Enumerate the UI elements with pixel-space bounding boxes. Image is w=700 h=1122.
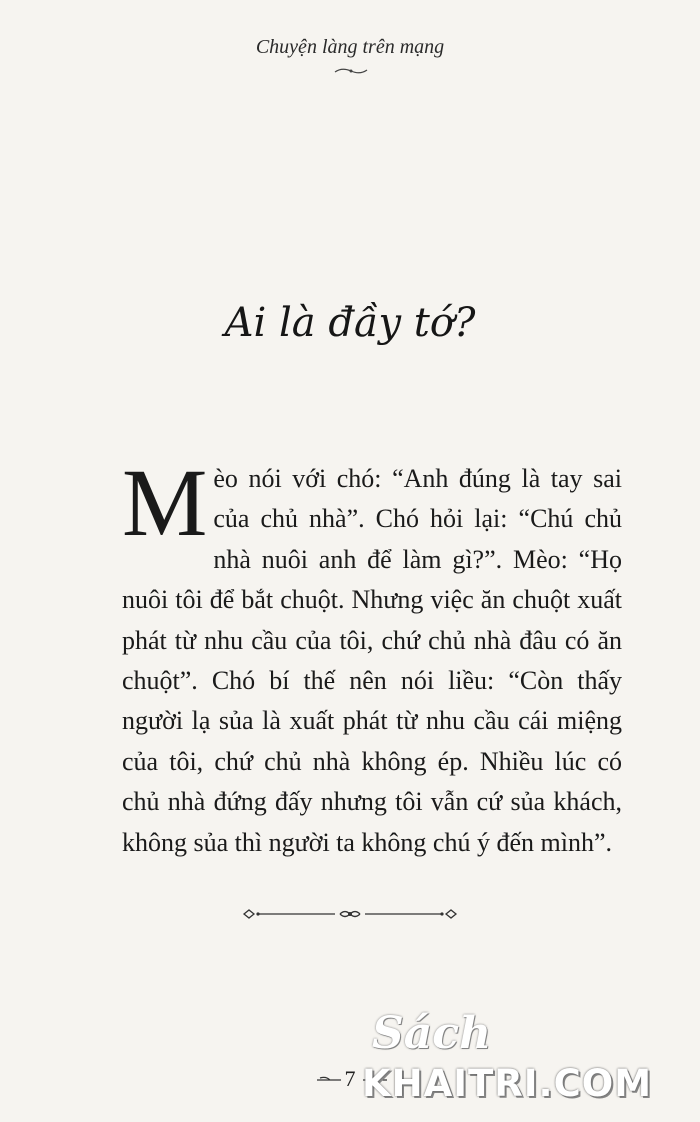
- ornamental-divider-icon: [240, 906, 460, 922]
- drop-cap: M: [122, 449, 208, 556]
- flourish-icon: [334, 66, 368, 76]
- site-watermark: [354, 1008, 694, 1118]
- watermark-script-text: Sách: [372, 1008, 492, 1059]
- page-number: 7: [344, 1066, 356, 1091]
- story-paragraph: [122, 449, 622, 863]
- chapter-title: Ai là đầy tớ?: [224, 300, 476, 346]
- watermark-site-text: KHAITRI.COM: [362, 1062, 653, 1105]
- running-header: Chuyện làng trên mạng: [255, 36, 445, 58]
- story-text: èo nói với chó: “Anh đúng là tay sai của chủ nhà”. Chó hỏi lại: “Chú chủ nhà nuôi anh để làm gì?”. Mèo: “Họ nuôi tôi để bắt chuột. Nhưng việc ăn chuột xuất phát từ nhu cầu của tôi, chứ chủ nhà đâu có ăn chuột”. Chó bí thế nên nói liều: “Còn thấy người lạ sủa là xuất phát từ nhu cầu cái miệng của tôi, chứ chủ nhà không ép. Nhiều lúc có chủ nhà đứng đấy nhưng tôi vẫn cứ sủa khách, không sủa thì người ta không chú ý đến mình”.: [122, 464, 622, 857]
